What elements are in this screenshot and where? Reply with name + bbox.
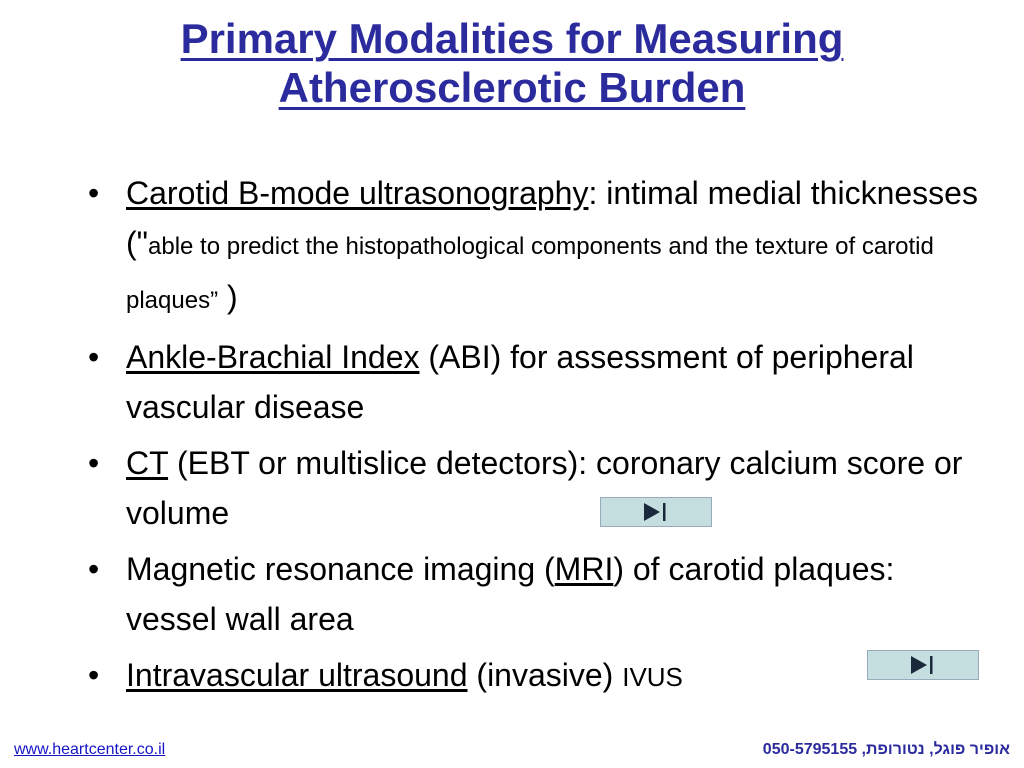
slide-title-line1: Primary Modalities for Measuring xyxy=(180,15,844,62)
ivus-play-button[interactable] xyxy=(867,650,979,680)
bullet-text-end: ) xyxy=(218,279,238,315)
bullet-text: (invasive) xyxy=(467,657,623,693)
bullet-text: (ABI) for assessment of peripheral vascular disease xyxy=(126,339,914,425)
bullet-text-pre: Magnetic resonance imaging ( xyxy=(126,551,555,587)
play-next-icon xyxy=(909,654,937,676)
ivus-label: IVUS xyxy=(622,662,683,692)
bullet-quote-text: able to predict the histopathological components and the texture of carotid plaques” xyxy=(126,233,934,314)
slide-title xyxy=(0,14,1024,112)
play-next-icon xyxy=(642,501,670,523)
bullet-text: ) of carotid plaques: vessel wall area xyxy=(126,551,895,637)
bullet-text: (EBT or multislice detectors): coronary calcium score or volume xyxy=(126,445,963,531)
bullet-ivus xyxy=(70,650,990,702)
bullet-text: : intimal medial thicknesses (" xyxy=(126,175,978,261)
footer-credit: אופיר פוגל, נטורופת, 050-5795155 xyxy=(762,741,1010,758)
ct-link[interactable]: CT xyxy=(126,445,169,481)
mri-link[interactable]: MRI xyxy=(554,551,614,587)
bullet-mri xyxy=(70,544,990,644)
footer-website-link[interactable]: www.heartcenter.co.il xyxy=(14,741,166,758)
abi-link[interactable]: Ankle-Brachial Index xyxy=(126,339,420,375)
slide-title-line2: Atherosclerotic Burden xyxy=(278,64,746,111)
bullet-ct xyxy=(70,438,990,538)
ivus-link[interactable]: Intravascular ultrasound xyxy=(126,657,468,693)
bullet-carotid-ultrasound xyxy=(70,168,990,326)
carotid-ultrasound-link[interactable]: Carotid B-mode ultrasonography xyxy=(126,175,589,211)
bullet-list xyxy=(70,168,990,708)
bullet-abi xyxy=(70,332,990,432)
ct-play-button[interactable] xyxy=(600,497,712,527)
